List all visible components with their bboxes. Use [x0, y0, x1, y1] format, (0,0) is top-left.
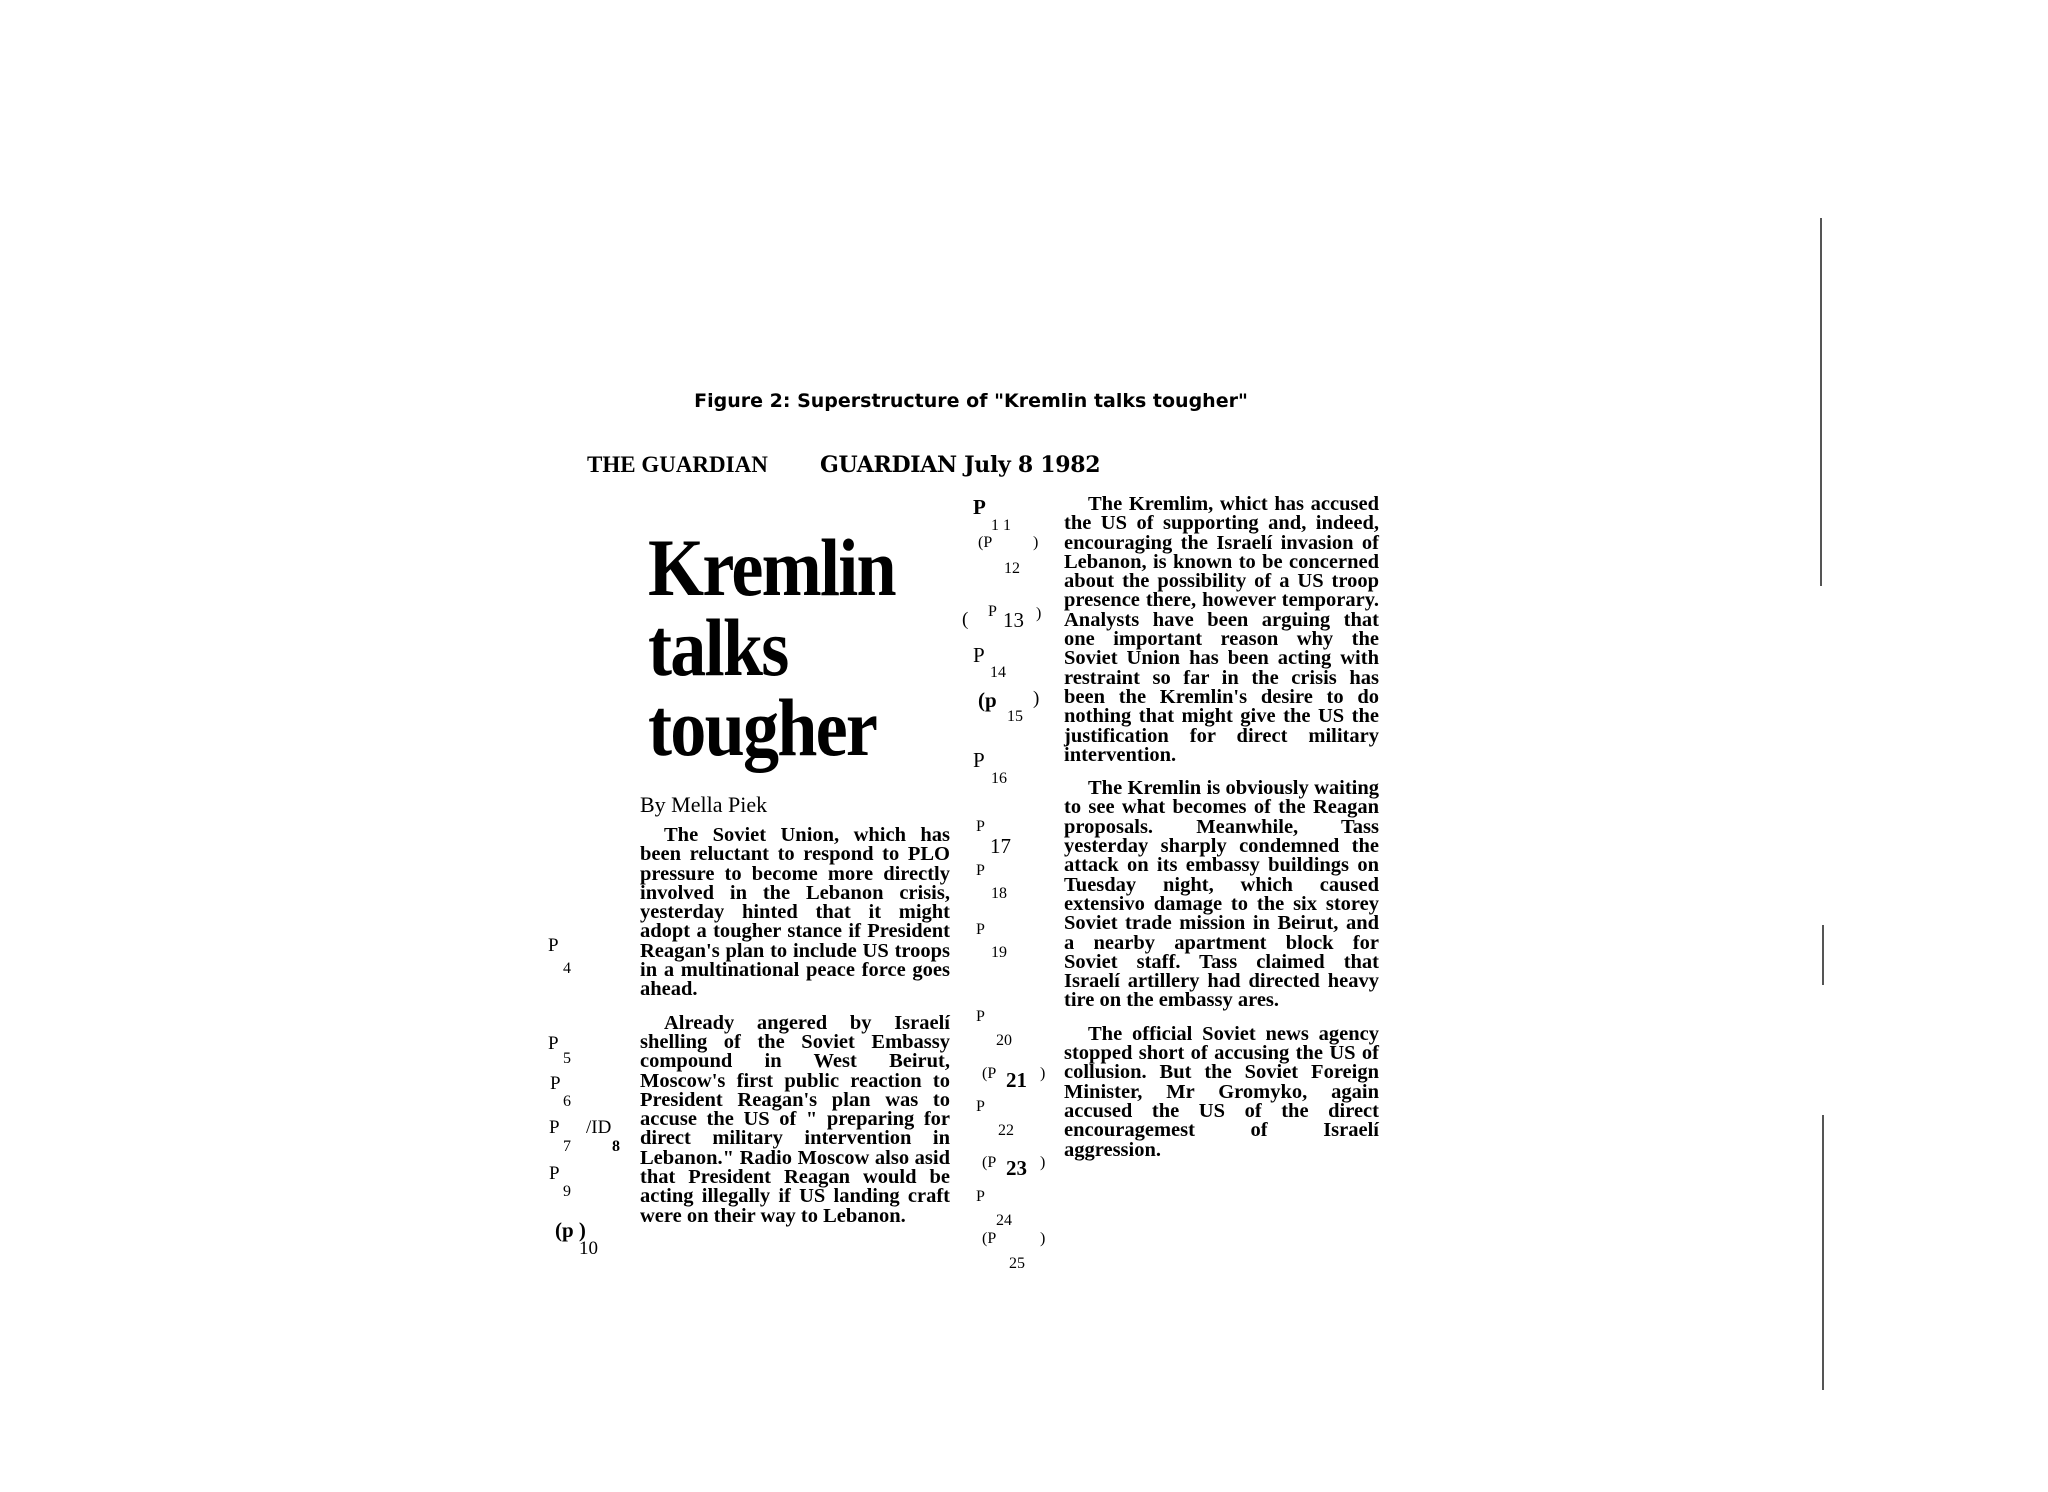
margin-mark: 7 — [563, 1138, 571, 1155]
margin-rule-bottom — [1822, 1115, 1824, 1390]
margin-mark: ( — [962, 609, 969, 630]
figure-caption: Figure 2: Superstructure of "Kremlin talks tougher" — [694, 390, 1248, 412]
margin-mark: P — [976, 921, 985, 938]
margin-mark: ) — [1033, 534, 1039, 551]
margin-mark: P — [549, 1163, 560, 1184]
paragraph: Already angered by Israelí shelling of the Soviet Embassy compound in West Beirut, Moscow's first public reaction to President Reagan's plan was to accuse the US of " preparing for direct military intervention in Lebanon." Radio Moscow also asid that President Reagan would be acting illegally if US landing craft were on their way to Lebanon. — [640, 1011, 950, 1227]
paragraph: The official Soviet news agency stopped short of accusing the US of collusion. But the Soviet Foreign Minister, Mr Gromyko, again accused the US of the direct encouragemest of Israelí aggression. — [1064, 1022, 1379, 1161]
margin-mark: (P — [982, 1154, 997, 1171]
margin-mark: (P — [978, 534, 993, 551]
margin-mark: 23 — [1006, 1156, 1027, 1180]
margin-mark: P — [976, 1188, 985, 1205]
margin-mark: ) — [1040, 1065, 1046, 1082]
margin-mark: P — [976, 1098, 985, 1115]
margin-mark: P — [973, 495, 986, 519]
margin-mark: 24 — [996, 1212, 1012, 1229]
margin-mark: 20 — [996, 1032, 1012, 1049]
masthead-newspaper: THE GUARDIAN — [587, 452, 768, 477]
margin-mark: /ID — [586, 1117, 612, 1138]
margin-mark: (p — [978, 688, 997, 712]
margin-mark: 17 — [990, 834, 1011, 858]
margin-mark: ) — [1036, 605, 1042, 622]
margin-mark: P — [973, 748, 985, 772]
margin-mark: 18 — [991, 885, 1007, 902]
margin-mark: 15 — [1007, 708, 1023, 725]
margin-mark: ) — [1040, 1154, 1046, 1171]
margin-mark: 6 — [563, 1093, 571, 1110]
margin-mark: 4 — [563, 960, 571, 977]
margin-mark: ) — [1040, 1230, 1046, 1247]
paragraph: The Kremlim, whict has accused the US of supporting and, indeed, encouraging the Israelí invasion of Lebanon, is known to be concerned about the possibility of a US troop presence there, however temporary. Analysts have been arguing that one important reason why the Soviet Union has been acting with restraint so far in the crisis has been the Kremlin's desire to do nothing that might give the US the justification for direct military intervention. — [1064, 493, 1379, 766]
margin-mark: 9 — [563, 1183, 571, 1200]
margin-mark: 12 — [1004, 560, 1020, 577]
headline-line-3: tougher — [648, 682, 877, 773]
headline-line-1: Kremlin — [648, 522, 895, 613]
margin-mark: 21 — [1006, 1068, 1027, 1092]
margin-mark: P — [548, 935, 559, 956]
margin-rule-middle — [1822, 925, 1824, 985]
byline: By Mella Piek — [640, 792, 768, 817]
margin-mark: 14 — [990, 664, 1006, 681]
margin-mark: 10 — [579, 1238, 598, 1259]
masthead-date: GUARDIAN July 8 1982 — [820, 452, 1101, 478]
margin-mark: 16 — [991, 770, 1007, 787]
headline — [648, 522, 929, 773]
article-column-left — [640, 826, 950, 1226]
margin-mark: P — [976, 1008, 985, 1025]
article-column-right — [1064, 495, 1379, 1160]
margin-mark: (P — [982, 1230, 997, 1247]
margin-mark: 25 — [1009, 1255, 1025, 1272]
margin-mark: P — [976, 862, 985, 879]
margin-mark: 5 — [563, 1050, 571, 1067]
margin-mark: P — [973, 643, 985, 667]
headline-line-2: talks — [648, 602, 788, 693]
margin-mark: P — [548, 1033, 559, 1054]
margin-mark: (P — [982, 1065, 997, 1082]
paragraph: The Soviet Union, which has been reluctant to respond to PLO pressure to become more directly involved in the Lebanon crisis, yesterday hinted that it might adopt a tougher stance if President Reagan's plan to include US troops in a multinational peace force goes ahead. — [640, 824, 950, 1001]
margin-mark: P — [550, 1073, 561, 1094]
margin-mark: P — [976, 818, 985, 835]
paragraph: The Kremlin is obviously waiting to see what becomes of the Reagan proposals. Meanwhile, Tass yesterday sharply condemned the attack on its embassy buildings on Tuesday night, which caused extensivo damage to the six storey Soviet trade mission in Beirut, and a nearby apartment block for Soviet staff. Tass claimed that Israelí artillery had directed heavy tire on the embassy ares. — [1064, 777, 1379, 1012]
margin-mark: ) — [1033, 688, 1040, 709]
margin-mark: 22 — [998, 1122, 1014, 1139]
margin-mark: 1 1 — [991, 517, 1011, 534]
margin-mark: 13 — [1003, 608, 1024, 632]
margin-mark: P — [549, 1117, 560, 1138]
margin-mark: 19 — [991, 944, 1007, 961]
margin-mark: P — [988, 603, 997, 620]
margin-mark: (p ) — [555, 1218, 586, 1242]
margin-mark: 8 — [612, 1138, 620, 1155]
